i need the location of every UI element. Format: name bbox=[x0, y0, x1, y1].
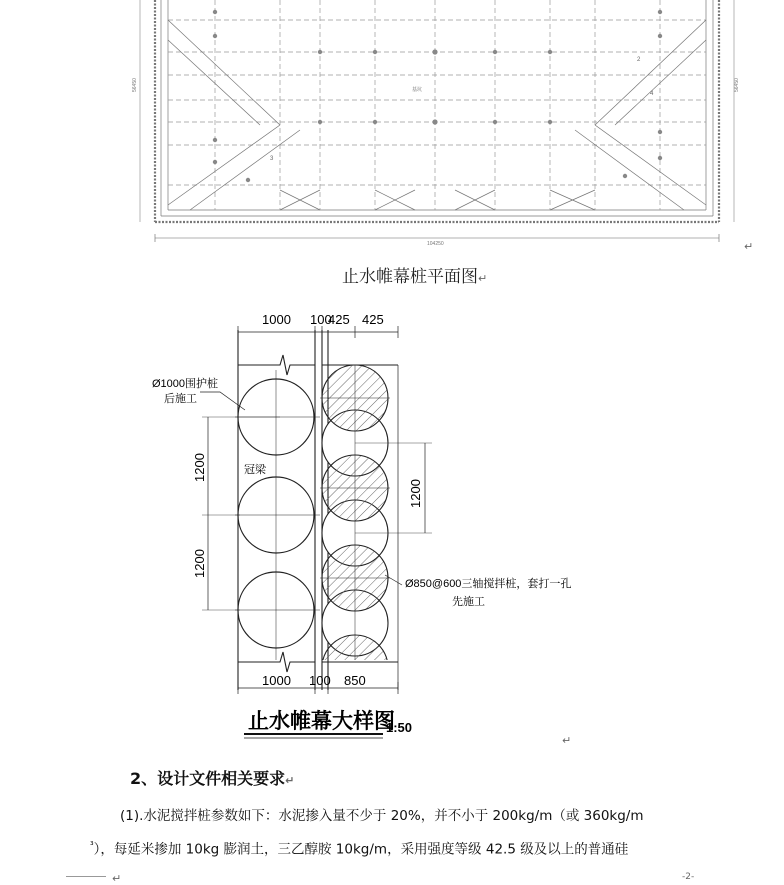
top-dim-425b: 425 bbox=[362, 312, 384, 327]
return-mark-2: ↵ bbox=[562, 734, 572, 747]
page-number: -2- bbox=[682, 872, 695, 882]
plan-label-3: 3 bbox=[270, 156, 274, 162]
section-heading: 2、设计文件相关要求↵ bbox=[130, 769, 295, 788]
top-dim-100: 100 bbox=[310, 312, 332, 327]
left-dim-1200a: 1200 bbox=[192, 453, 207, 482]
section-para-line1: (1).水泥搅拌桩参数如下：水泥掺入量不少于 20%，并不小于 200kg/m（或 360kg/m bbox=[120, 808, 644, 824]
superscript-3: ³ bbox=[90, 841, 94, 851]
right-dim-1200: 1200 bbox=[408, 479, 423, 508]
plan-label-4: 4 bbox=[650, 91, 654, 97]
beam-note: 冠梁 bbox=[244, 464, 266, 476]
plan-label-2: 2 bbox=[637, 57, 641, 63]
top-dim-425a: 425 bbox=[328, 312, 350, 327]
bottom-dim-100: 100 bbox=[309, 673, 331, 688]
detail-title: 止水帷幕大样图 bbox=[248, 710, 395, 733]
waterproof-curtain-detail bbox=[140, 310, 572, 750]
plan-label-center: 基坑 bbox=[412, 87, 423, 93]
left-dim-1200b: 1200 bbox=[192, 549, 207, 578]
page-margin-bottom bbox=[66, 876, 106, 877]
plan-dim-left: 56450 bbox=[132, 78, 138, 92]
pile-plan-drawing bbox=[130, 0, 740, 250]
pile-note-line2: 后施工 bbox=[164, 393, 197, 405]
pile-note-line1: Ø1000围护桩 bbox=[152, 378, 219, 390]
plan-dim-right: 56450 bbox=[734, 78, 740, 92]
section-para-line2: $^{^3}$），每延米掺加 10kg 膨润土，三乙醇胺 10kg/m，采用强度等级 42.5 级及以上的普通硅 bbox=[90, 841, 629, 858]
bottom-dim-850: 850 bbox=[344, 673, 366, 688]
return-mark: ↵ bbox=[744, 240, 754, 253]
bottom-dim-1000: 1000 bbox=[262, 673, 291, 688]
mix-note-line2: 先施工 bbox=[452, 596, 485, 608]
mix-note-line1: Ø850@600三轴搅拌桩，套打一孔 bbox=[405, 578, 572, 590]
plan-dim-width: 104250 bbox=[427, 241, 444, 247]
detail-scale: 1:50 bbox=[386, 720, 413, 735]
plan-caption: 止水帷幕桩平面图↵ bbox=[342, 267, 488, 287]
top-dim-1000: 1000 bbox=[262, 312, 291, 327]
footer-return-mark: ↵ bbox=[112, 872, 122, 885]
